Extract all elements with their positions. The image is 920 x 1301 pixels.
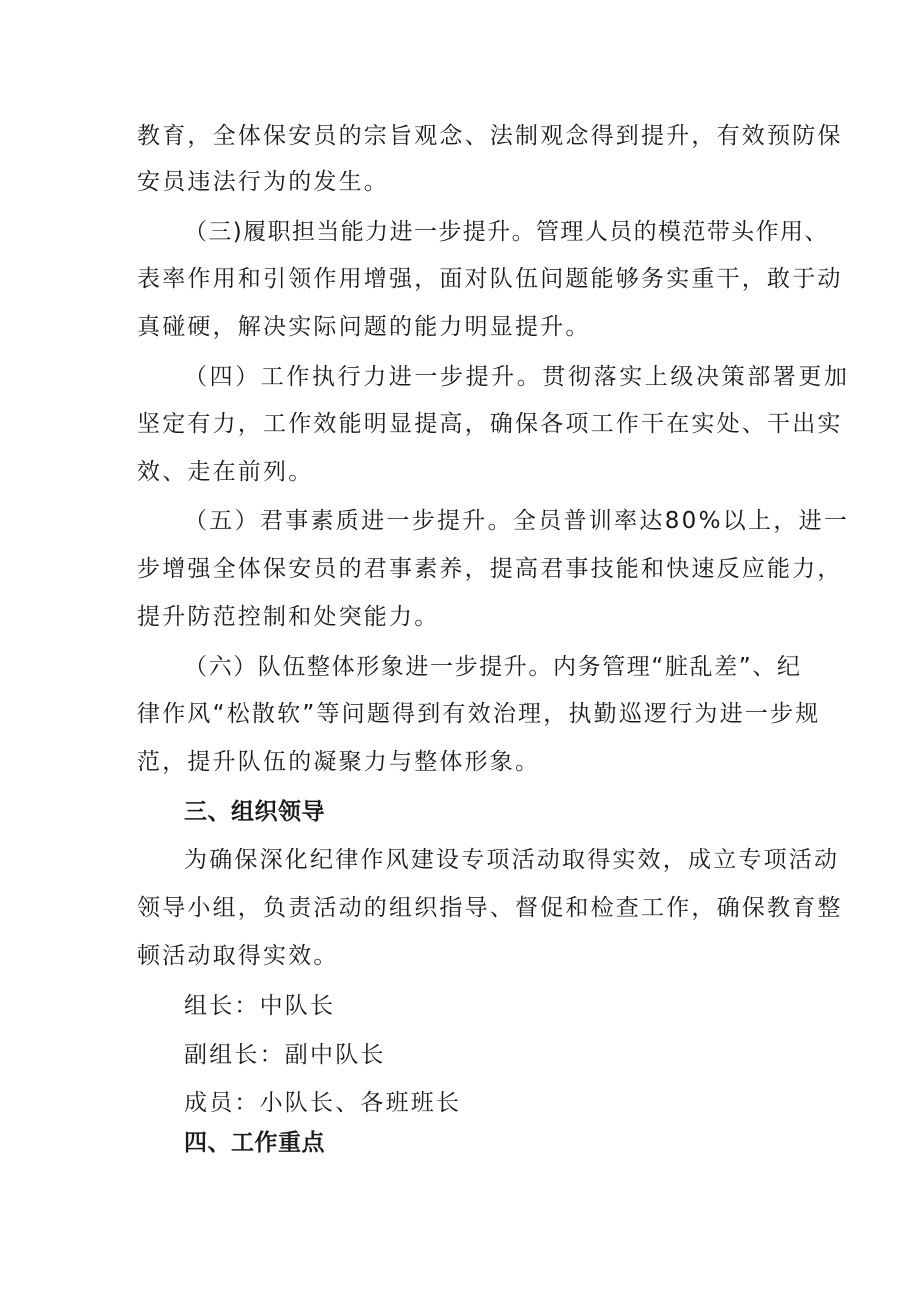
section-heading: 三、组织领导 — [184, 799, 325, 825]
list-item: 副组长：副中队长 — [184, 1042, 386, 1068]
paragraph-line: （四）工作执行力进一步提升。贯彻落实上级决策部署更加 — [184, 364, 850, 390]
paragraph-line: 效、走在前列。 — [137, 459, 314, 485]
paragraph-line: 领导小组，负责活动的组织指导、督促和检查工作，确保教育整 — [137, 895, 843, 921]
paragraph-line: 范，提升队伍的凝聚力与整体形象。 — [137, 749, 541, 775]
list-item: 成员：小队长、各班班长 — [184, 1090, 462, 1116]
list-item: 组长：中队长 — [184, 993, 336, 1019]
paragraph-line: 为确保深化纪律作风建设专项活动取得实效，成立专项活动 — [184, 847, 840, 873]
paragraph-line: （六）队伍整体形象进一步提升。内务管理“脏乱差”、纪 — [184, 654, 802, 680]
paragraph-line: 教育，全体保安员的宗旨观念、法制观念得到提升，有效预防保 — [137, 123, 843, 149]
paragraph-line: 坚定有力，工作效能明显提高，确保各项工作干在实处、干出实 — [137, 411, 843, 437]
paragraph-line: 表率作用和引领作用增强，面对队伍问题能够务实重干，敢于动 — [137, 266, 843, 292]
paragraph-line: 顿活动取得实效。 — [137, 943, 339, 969]
paragraph-line: 安员违法行为的发生。 — [137, 169, 389, 195]
section-heading: 四、工作重点 — [184, 1130, 325, 1156]
paragraph-line: （五）君事素质进一步提升。全员普训率达80%以上，进一 — [184, 508, 850, 534]
paragraph-line: 提升防范控制和处突能力。 — [137, 604, 440, 630]
paragraph-line: 律作风“松散软”等问题得到有效治理，执勤巡逻行为进一步规 — [137, 701, 821, 727]
paragraph-line: 真碰硬，解决实际问题的能力明显提升。 — [137, 314, 591, 340]
paragraph-line: 步增强全体保安员的君事素养，提高君事技能和快速反应能力， — [137, 556, 843, 582]
paragraph-line: （三)履职担当能力进一步提升。管理人员的模范带头作用、 — [184, 219, 829, 245]
